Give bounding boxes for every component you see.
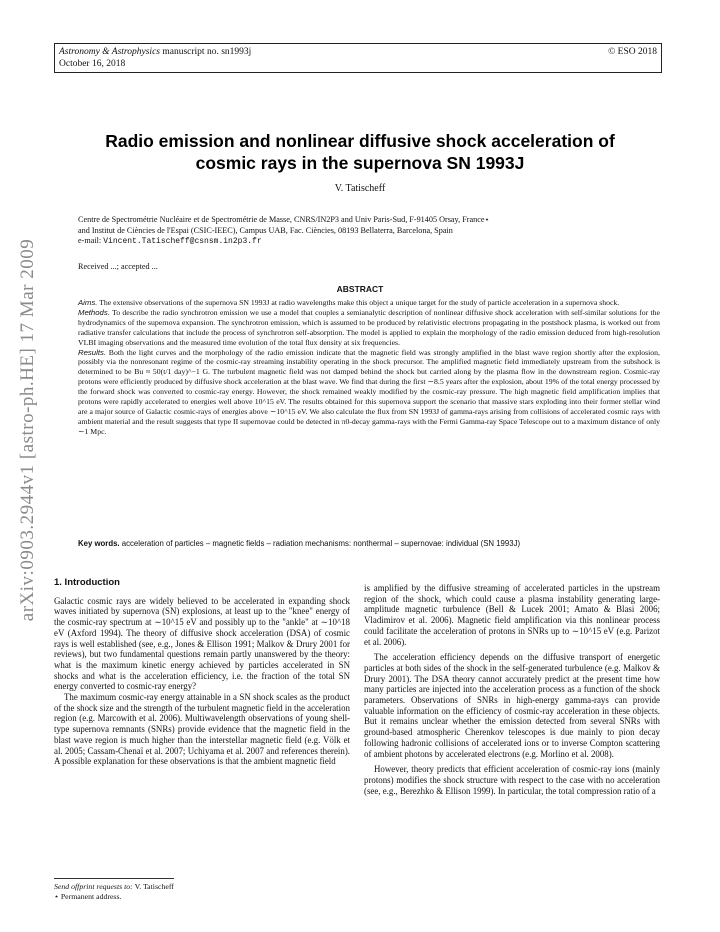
email-address: Vincent.Tatischeff@csnsm.in2p3.fr [103,237,262,246]
footnotes [54,882,174,902]
intro-paragraph-5: However, theory predicts that efficient acceleration of cosmic-ray ions (mainly protons) modifies the shock structure with respect to the case with no acceleration (see, e.g., Berezhko & Ellison 1999). In particular, the total compression ratio of a [364,764,660,796]
methods-label: Methods. [78,307,110,317]
results-label: Results. [78,347,106,357]
intro-paragraph-1: Galactic cosmic rays are widely believed to be accelerated in expanding shock waves initiated by supernova (SN) explosions, at least up to the "knee" energy of the cosmic-ray spectrum at ∼10^15 eV and possibly up to the "ankle" at ∼10^18 eV (Axford 1994). The theory of diffusive shock acceleration (DSA) of cosmic rays is well established (see, e.g., Jones & Ellison 1991; Malkov & Drury 2001 for reviews), but two fundamental questions remain partly unanswered by the theory: what is the maximum kinetic energy achieved by particles accelerated in SN shocks and what is the acceleration efficiency, i.e. the fraction of the total SN energy converted to cosmic-ray energy? [54,595,350,692]
abstract-body [78,298,660,437]
abstract-heading: ABSTRACT [336,284,384,294]
affiliation [78,215,658,248]
header-journal-line [59,46,657,58]
affiliation-line-1: Centre de Spectrométrie Nucléaire et de Spectrométrie de Masse, CNRS/IN2P3 and Univ Paris-Sud, F-91405 Orsay, France⋆ [78,215,490,224]
copyright-notice: © ESO 2018 [608,47,657,57]
manuscript-header [54,43,662,73]
right-column [364,583,660,796]
offprint-label: Send offprint requests to: [54,882,133,891]
results-text: Both the light curves and the morphology of the radio emission indicate that the magnetic field was strongly amplified in the blast wave region shortly after the explosion, possibly via the nonresonant regime of the cosmic-ray streaming instability operating in the shock precursor. The amplified magnetic field immediately upstream from the subshock is determined to be Bu ≈ 50(t/1 day)^−1 G. The turbulent magnetic field was not damped behind the shock but carried along by the plasma flow in the downstream region. Cosmic-ray protons were efficiently produced by diffusive shock acceleration at the blast wave. We find that during the first ∼8.5 years after the explosion, about 19% of the total energy processed by the forward shock was converted to cosmic-ray energy. However, the shock remained weakly modified by the cosmic-ray pressure. The high magnetic field amplification implies that protons were rapidly accelerated to energies well above 10^15 eV. The results obtained for this supernova support the scenario that massive stars exploding into their former stellar wind are a major source of Galactic cosmic-rays of energies above ∼10^15 eV. We also calculate the flux from SN 1993J of gamma-rays arising from collisions of accelerated cosmic rays with ambient material and the result suggests that type II supernovae could be detected in π0-decay gamma-rays with the Fermi Gamma-ray Space Telescope out to a maximum distance of only ∼1 Mpc. [78,347,660,436]
journal-name: Astronomy & Astrophysics [59,47,160,57]
keywords [78,539,660,548]
title-line-2: cosmic rays in the supernova SN 1993J [195,153,525,173]
section-heading-introduction: 1. Introduction [54,577,120,588]
received-line: Received ...; accepted ... [78,262,158,271]
permanent-address-note: ⋆ Permanent address. [54,891,122,901]
arxiv-stamp [8,200,48,660]
left-column [54,578,350,767]
aims-label: Aims. [78,298,98,307]
arxiv-stamp-text: arXiv:0903.2944v1 [astro-ph.HE] 17 Mar 2009 [17,238,38,622]
intro-paragraph-3: is amplified by the diffusive streaming of accelerated particles in the upstream region of the shock, which could cause a plasma instability generating large-amplitude magnetic turbulence (Bell & Lucek 2001; Amato & Blasi 2006; Vladimirov et al. 2006). Magnetic field amplification via this nonlinear process could facilitate the acceleration of protons in SNRs up to ∼10^15 eV (e.g. Parizot et al. 2006). [364,583,660,647]
email-label: e-mail: [78,236,102,245]
affiliation-line-2: and Institut de Ciències de l'Espai (CSIC-IEEC), Campus UAB, Fac. Ciències, 08193 Bellaterra, Barcelona, Spain [78,225,453,235]
intro-paragraph-4: The acceleration efficiency depends on the diffusive transport of energetic particles at both sides of the shock in the self-generated turbulence (e.g. Malkov & Drury 2001). The DSA theory cannot accurately predict at the present time how many particles are injected into the acceleration process as a function of the shock parameters. Observations of SNRs in high-energy gamma-rays can provide valuable information on the efficiency of cosmic-ray acceleration in these objects. But it remains unclear whether the emission detected from several SNRs with ground-based atmospheric Cherenkov telescopes is due mainly to pion decay following hadronic collisions of accelerated ions or to inverse Compton scattering of ambient photons by accelerated electrons (e.g. Morlino et al. 2008). [364,652,660,759]
paper-title [60,130,660,174]
header-date: October 16, 2018 [59,59,126,69]
email-line [78,236,658,248]
footnote-divider [54,878,174,879]
methods-text: To describe the radio synchrotron emission we use a model that couples a semianalytic description of nonlinear diffusive shock acceleration with self-similar solutions for the hydrodynamics of the supernova expansion. The synchrotron emission, which is assumed to be produced by relativistic electrons propagating in the postshock plasma, is worked out from radiative transfer calculations that include the process of synchrotron self-absorption. The model is applied to explain the morphology of the radio emission deduced from high-resolution VLBI imaging observations and the measured time evolution of the total flux density at six frequencies. [78,307,660,347]
offprint-name: V. Tatischeff [134,882,174,891]
aims-text: The extensive observations of the supernova SN 1993J at radio wavelengths make this object a unique target for the study of particle acceleration in a supernova shock. [99,298,620,307]
title-line-1: Radio emission and nonlinear diffusive shock acceleration of [105,131,615,151]
offprint-note [54,882,174,892]
manuscript-id: manuscript no. sn1993j [162,47,252,57]
author: V. Tatischeff [334,183,386,194]
keywords-text: acceleration of particles – magnetic fields – radiation mechanisms: nonthermal – supernovae: individual (SN 1993J) [121,539,521,548]
keywords-label: Key words. [78,539,120,548]
intro-paragraph-2: The maximum cosmic-ray energy attainable in a SN shock scales as the product of the shock size and the strength of the turbulent magnetic field in the acceleration region (e.g. Marcowith et al. 2006). Multiwavelength observations of young shell-type supernova remnants (SNRs) provide evidence that the magnetic field in the blast wave region is much higher than the interstellar magnetic field (e.g. Völk et al. 2005; Cassam-Chenaï et al. 2007; Uchiyama et al. 2007 and references therein). A possible explanation for these observations is that the ambient magnetic field [54,692,350,767]
